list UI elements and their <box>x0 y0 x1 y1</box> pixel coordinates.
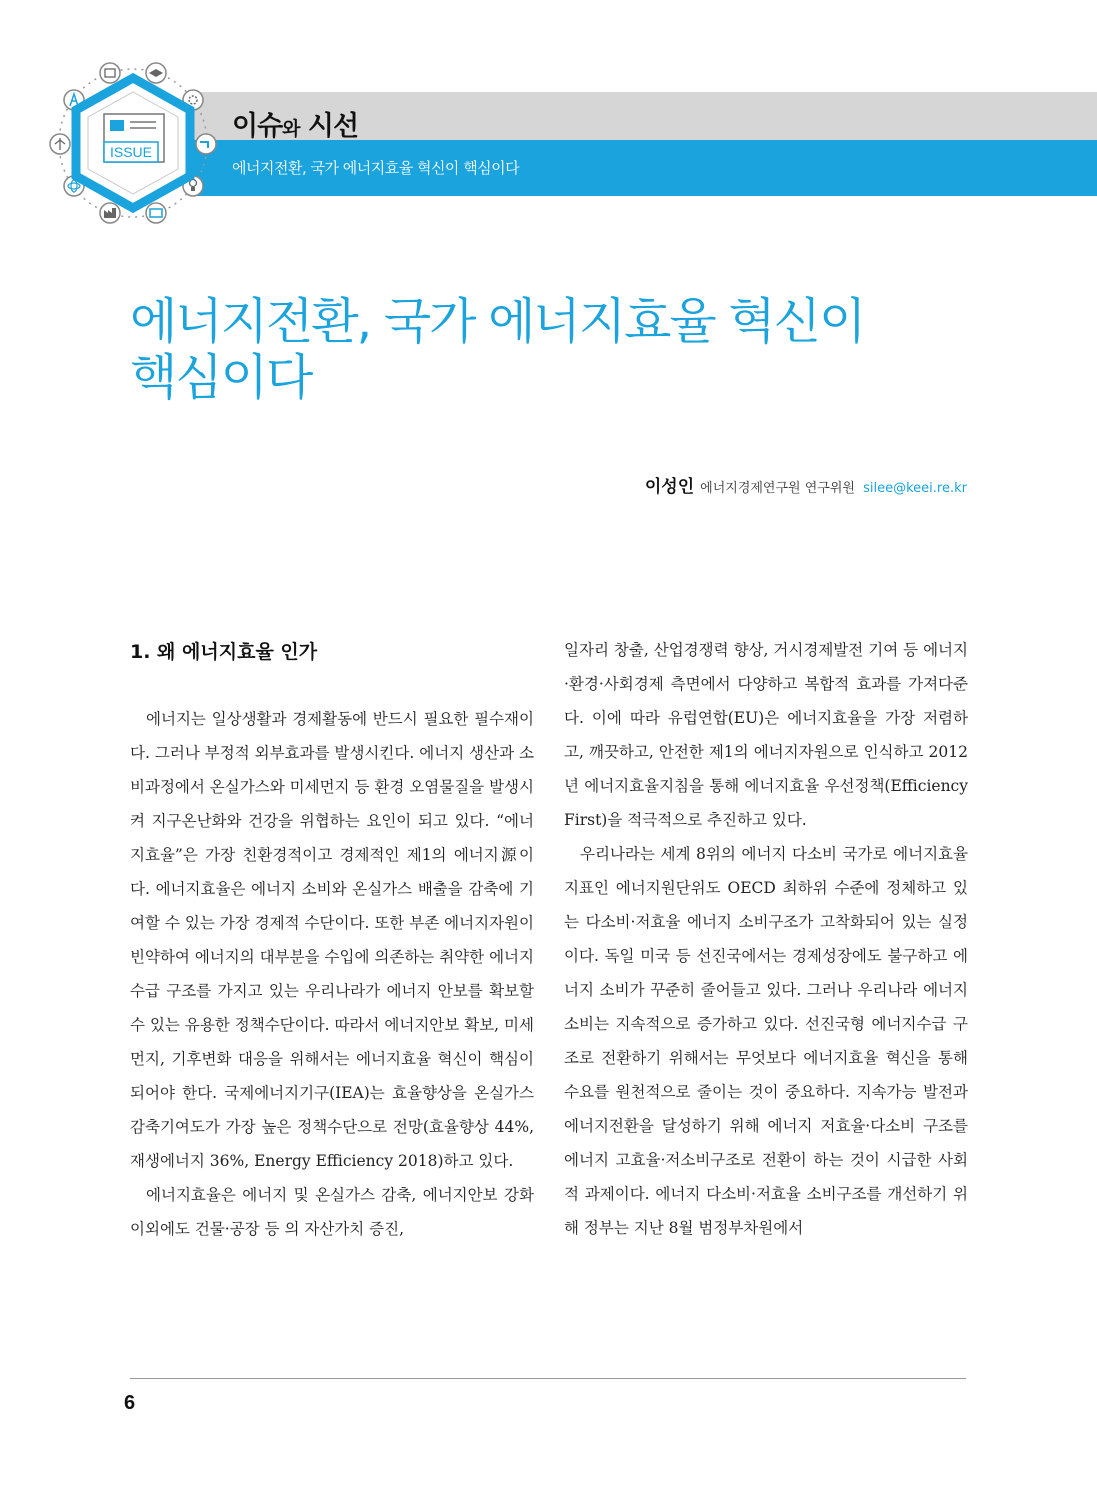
author-name: 이성인 <box>644 477 695 497</box>
turbine-icon <box>50 134 70 154</box>
issue-logo <box>48 58 218 228</box>
page-number: 6 <box>124 1392 136 1414</box>
chip-icon <box>146 203 166 223</box>
author-email[interactable]: silee@keei.re.kr <box>863 481 967 496</box>
body-column-left <box>130 640 534 1246</box>
section-heading: 1. 왜 에너지효율 인가 <box>130 641 318 663</box>
section-title-wa: 와 <box>282 118 300 140</box>
body-paragraph: 에너지는 일상생활과 경제활동에 반드시 필요한 필수재이다. 그러나 부정적 외부효과를 발생시킨다. 에너지 생산과 소비과정에서 온실가스와 미세먼지 등 환경 오염물질을 발생시켜 지구온난화와 건강을 위협하는 요인이 되고 있다. “에너지효율”은 가장 친환경적이고 경제적인 제1의 에너지源이다. 에너지효율은 에너지 소비와 온실가스 배출을 감축에 기여할 수 있는 가장 경제적 수단이다. 또한 부존 에너지자원이 빈약하여 에너지의 대부분을 수입에 의존하는 취약한 에너지수급 구조를 가지고 있는 우리나라가 에너지 안보를 확보할 수 있는 유용한 정책수단이다. 따라서 에너지안보 확보, 미세먼지, 기후변화 대응을 위해서는 에너지효율 혁신이 핵심이 되어야 한다. 국제에너지기구(IEA)는 효율향상을 온실가스 감축기여도가 가장 높은 정책수단으로 전망(효율향상 44%, 재생에너지 36%, Energy Efficiency 2018)하고 있다. <box>130 710 534 1170</box>
faucet-icon <box>196 134 216 154</box>
cap-icon <box>146 63 166 83</box>
author-byline <box>645 472 967 497</box>
section-title-end: 시선 <box>299 111 359 142</box>
section-title-main: 이슈 <box>232 111 283 142</box>
article-title-line1: 에너지전환, 국가 에너지효율 혁신이 <box>130 293 865 350</box>
article-title-line2: 핵심이다 <box>130 349 312 406</box>
logo-label: ISSUE <box>109 144 153 160</box>
section-title <box>232 104 358 143</box>
article-title <box>130 294 970 406</box>
body-paragraph: 에너지효율은 에너지 및 온실가스 감축, 에너지안보 강화 이외에도 건물·공장 등 의 자산가치 증진, <box>130 1186 534 1238</box>
body-paragraph: 우리나라는 세계 8위의 에너지 다소비 국가로 에너지효율 지표인 에너지원단위도 OECD 최하위 수준에 정체하고 있는 다소비·저효율 에너지 소비구조가 고착화되어 있는 실정이다. 독일 미국 등 선진국에서는 경제성장에도 불구하고 에너지 소비가 꾸준히 줄어들고 있다. 그러나 우리나라 에너지 소비는 지속적으로 증가하고 있다. 선진국형 에너지수급 구조로 전환하기 위해서는 무엇보다 에너지효율 혁신을 통해 수요를 원천적으로 줄이는 것이 중요하다. 지속가능 발전과 에너지전환을 달성하기 위해 에너지 저효율·다소비 구조를 에너지 고효율·저소비구조로 전환이 하는 것이 시급한 사회적 과제이다. 에너지 다소비·저효율 소비구조를 개선하기 위해 정부는 지난 8월 범정부차원에서 <box>564 845 968 1237</box>
factory-icon <box>100 203 120 223</box>
monitor-icon <box>100 63 120 83</box>
section-subtitle: 에너지전환, 국가 에너지효율 혁신이 핵심이다 <box>232 159 520 177</box>
body-paragraph: 일자리 창출, 산업경쟁력 향상, 거시경제발전 기여 등 에너지·환경·사회경제 측면에서 다양하고 복합적 효과를 가져다준다. 이에 따라 유럽연합(EU)은 에너지효율을 가장 저렴하고, 깨끗하고, 안전한 제1의 에너지자원으로 인식하고 2012년 에너지효율지침을 통해 에너지효율 우선정책(Efficiency First)을 적극적으로 추진하고 있다. <box>564 641 968 829</box>
author-affiliation: 에너지경제연구원 연구위원 <box>700 481 855 496</box>
body-column-right <box>564 633 968 1245</box>
footer-divider <box>130 1378 966 1379</box>
